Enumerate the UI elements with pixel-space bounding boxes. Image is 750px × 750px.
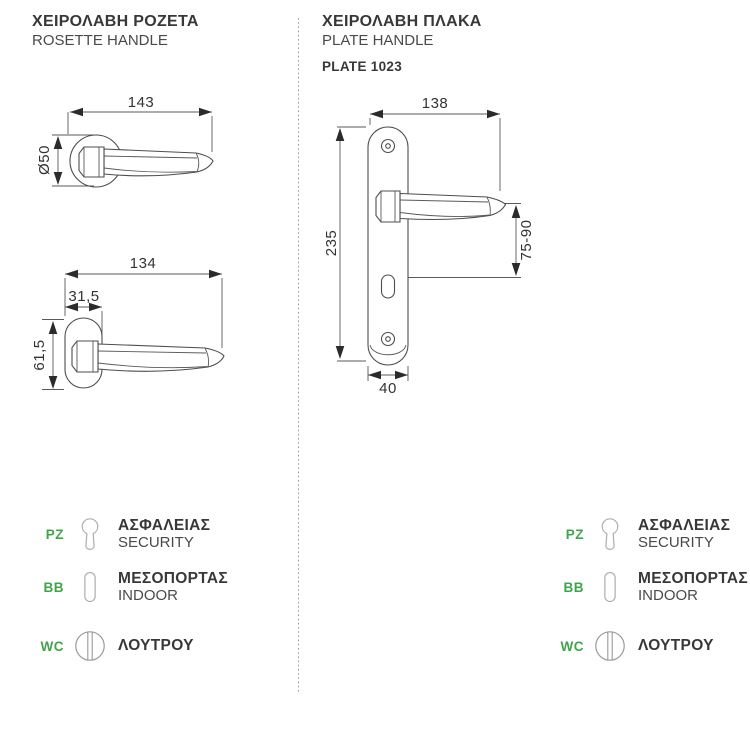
dim-label-handle-to-keyhole: 75-90	[518, 219, 535, 261]
key-slot-icon	[590, 569, 630, 606]
handle-neck	[79, 147, 104, 177]
legend-label-greek: ΜΕΣΟΠΟΡΤΑΣ	[118, 569, 229, 587]
bb-code: BB	[563, 579, 584, 595]
handle-neck	[72, 341, 98, 372]
pz-code: PZ	[565, 526, 584, 542]
cylinder-keyhole-icon	[590, 516, 630, 553]
right-panel-title-greek: ΧΕΙΡΟΛΑΒΗ ΠΛΑΚΑ	[322, 13, 482, 30]
left-panel-title-greek: ΧΕΙΡΟΛΑΒΗ ΡΟΖΕΤΑ	[32, 13, 199, 30]
plate-model-number: PLATE 1023	[322, 59, 403, 74]
handle-neck	[376, 191, 400, 222]
legend-label-greek: ΛΟΥΤΡΟΥ	[118, 636, 194, 654]
legend-label-english: SECURITY	[118, 533, 194, 551]
legend-label-english: SECURITY	[638, 533, 714, 551]
left-panel-header	[32, 13, 199, 49]
key-slot-icon	[70, 569, 110, 606]
pz-code: PZ	[45, 526, 64, 542]
legend-label-greek: ΑΣΦΑΛΕΙΑΣ	[638, 516, 731, 534]
dim-label-length: 134	[129, 255, 157, 272]
back-plate	[368, 127, 408, 365]
plate-handle-view-drawing	[323, 95, 535, 397]
dim-label-length: 143	[127, 94, 155, 111]
cylinder-keyhole-icon	[70, 516, 110, 553]
dim-label-width: 40	[379, 380, 397, 397]
bb-code: BB	[43, 579, 64, 595]
legend-label-greek: ΑΣΦΑΛΕΙΑΣ	[118, 516, 211, 534]
legend-label-english: INDOOR	[118, 586, 178, 604]
legend-left	[30, 514, 290, 666]
turn-knob-icon	[590, 629, 630, 663]
wc-code: WC	[40, 638, 64, 654]
rosette-front-view-drawing	[36, 94, 213, 187]
dim-label-offset: 31,5	[68, 288, 100, 305]
oval-rosette-view-drawing	[31, 255, 224, 390]
dimension-lines	[337, 114, 521, 381]
legend-row-wc	[550, 626, 750, 666]
legend-row-pz	[30, 514, 290, 554]
legend-row-bb	[30, 567, 290, 607]
right-panel-header	[322, 13, 482, 74]
dimension-arrows	[336, 110, 521, 380]
dim-label-length: 138	[421, 95, 449, 112]
turn-knob-icon	[70, 629, 110, 663]
legend-row-bb	[550, 567, 750, 607]
wc-code: WC	[560, 638, 584, 654]
legend-label-greek: ΛΟΥΤΡΟΥ	[638, 636, 714, 654]
right-panel-subtitle-english: PLATE HANDLE	[322, 32, 434, 49]
legend-right	[550, 514, 750, 666]
dim-label-height: 235	[323, 229, 340, 257]
legend-label-greek: ΜΕΣΟΠΟΡΤΑΣ	[638, 569, 749, 587]
legend-row-wc	[30, 626, 290, 666]
legend-label-english: INDOOR	[638, 586, 698, 604]
dim-label-diameter: Ø50	[36, 145, 53, 175]
legend-row-pz	[550, 514, 750, 554]
dim-label-height: 61,5	[31, 339, 48, 371]
left-panel-subtitle-english: ROSETTE HANDLE	[32, 32, 168, 49]
